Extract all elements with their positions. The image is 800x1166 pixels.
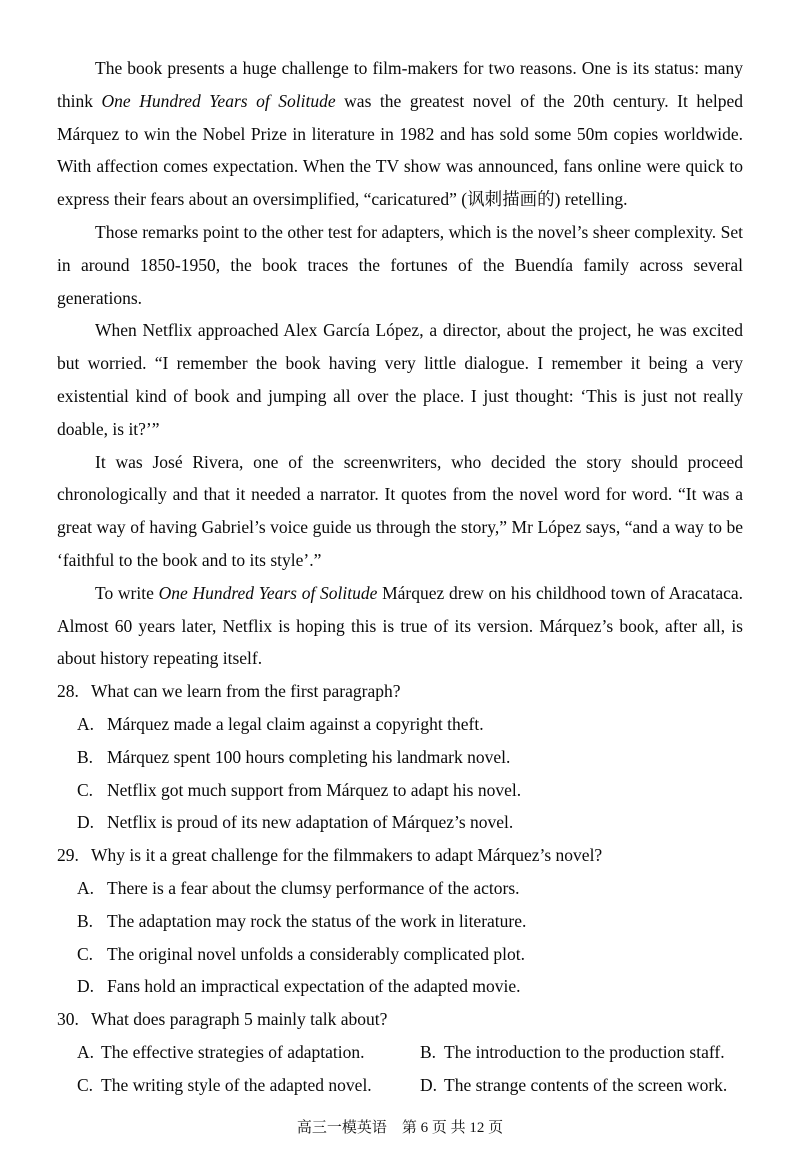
passage-text: Márquez drew on his childhood town of Aracataca. Almost 60 years later, Netflix is hoping this is true of its version. Márquez’s book, after all, is about history repeating itself. <box>57 582 743 669</box>
page-footer <box>0 1118 800 1138</box>
option-text: The adaptation may rock the status of the work in literature. <box>107 910 527 931</box>
option-label: A. <box>77 877 95 898</box>
passage-paragraph <box>57 577 743 675</box>
option-D <box>77 970 743 1003</box>
option-text: Netflix is proud of its new adaptation of Márquez’s novel. <box>107 812 514 833</box>
options-list <box>57 708 743 839</box>
options-list <box>57 872 743 1003</box>
option-A <box>77 708 743 741</box>
option-text: The original novel unfolds a considerably complicated plot. <box>107 943 525 964</box>
option-label: D. <box>77 976 95 997</box>
option-label: A. <box>77 713 95 734</box>
option-C <box>77 938 743 971</box>
book-title-italic: One Hundred Years of Solitude <box>101 90 336 111</box>
passage-text: Those remarks point to the other test for adapters, which is the novel’s sheer complexity. Set in around 1850-1950, the book traces the fortunes of the Buendía family across several generations. <box>57 221 743 308</box>
option-label: D. <box>77 812 95 833</box>
option-text: There is a fear about the clumsy performance of the actors. <box>107 877 520 898</box>
option-text: Márquez spent 100 hours completing his landmark novel. <box>107 746 511 767</box>
option-label: D. <box>420 1074 438 1095</box>
option-A <box>77 1036 420 1069</box>
option-B <box>420 1036 743 1069</box>
passage-paragraph <box>57 314 743 445</box>
question-number: 29. <box>57 845 79 866</box>
question-stem-text: What can we learn from the first paragraph? <box>91 681 401 702</box>
passage-text: To write <box>95 582 159 603</box>
option-text: The writing style of the adapted novel. <box>101 1074 372 1095</box>
option-D <box>77 806 743 839</box>
question-stem-text: What does paragraph 5 mainly talk about? <box>91 1009 388 1030</box>
passage-text: The book presents a huge challenge to film-makers for two reasons. One is its status: many think <box>57 58 743 111</box>
question-30 <box>57 1003 743 1101</box>
option-text: The effective strategies of adaptation. <box>101 1041 365 1062</box>
option-B <box>77 905 743 938</box>
question-stem-text: Why is it a great challenge for the filmmakers to adapt Márquez’s novel? <box>91 845 603 866</box>
option-text: Márquez made a legal claim against a copyright theft. <box>107 713 484 734</box>
passage-text: It was José Rivera, one of the screenwriters, who decided the story should proceed chronologically and that it needed a narrator. It quotes from the novel word for word. “It was a great way of having Gabriel’s voice guide us through the story,” Mr López says, “and a way to be ‘faithful to the book and to its style’.” <box>57 451 743 570</box>
option-text: The strange contents of the screen work. <box>444 1074 728 1095</box>
passage-paragraph <box>57 216 743 314</box>
questions-section <box>57 675 743 1101</box>
question-number: 30. <box>57 1009 79 1030</box>
passage-paragraph <box>57 446 743 577</box>
passage-text: was the greatest novel of the 20th century. It helped Márquez to win the Nobel Prize in literature in 1982 and has sold some 50m copies worldwide. With affection comes expectation. When the TV show was announced, fans online were quick to express their fears about an oversimplified, “caricatured” (讽刺描画的) retelling. <box>57 90 743 210</box>
option-label: C. <box>77 1074 94 1095</box>
option-label: C. <box>77 943 94 964</box>
question-stem <box>57 675 743 708</box>
option-C <box>77 774 743 807</box>
option-label: B. <box>77 910 94 931</box>
options-list <box>57 1036 743 1102</box>
option-C <box>77 1069 420 1102</box>
question-28 <box>57 675 743 839</box>
option-B <box>77 741 743 774</box>
passage-paragraph <box>57 52 743 216</box>
passage-text: When Netflix approached Alex García López, a director, about the project, he was excited but worried. “I remember the book having very little dialogue. I remember it being a very existential kind of book and jumping all over the place. I just thought: ‘This is just not really doable, is it?’” <box>57 320 743 439</box>
option-D <box>420 1069 743 1102</box>
option-label: A. <box>77 1041 95 1062</box>
book-title-italic: One Hundred Years of Solitude <box>158 582 378 603</box>
option-label: B. <box>420 1041 437 1062</box>
page-footer-text: 高三一模英语 第 6 页 共 12 页 <box>296 1120 504 1136</box>
option-A <box>77 872 743 905</box>
question-stem <box>57 1003 743 1036</box>
question-stem <box>57 839 743 872</box>
option-label: B. <box>77 746 94 767</box>
option-text: The introduction to the production staff. <box>444 1041 725 1062</box>
option-label: C. <box>77 779 94 800</box>
option-text: Netflix got much support from Márquez to adapt his novel. <box>107 779 522 800</box>
option-text: Fans hold an impractical expectation of the adapted movie. <box>107 976 521 997</box>
question-number: 28. <box>57 681 79 702</box>
passage <box>57 52 743 675</box>
question-29 <box>57 839 743 1003</box>
